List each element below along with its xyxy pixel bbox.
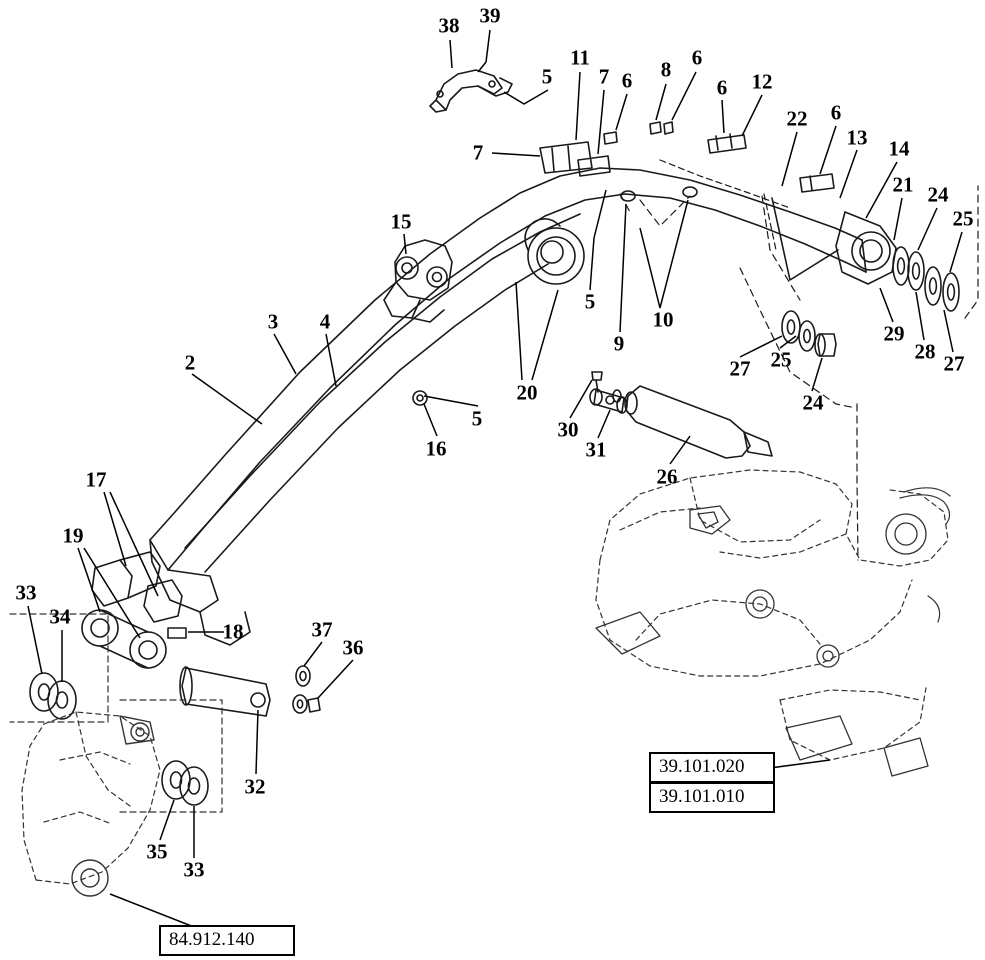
callout-3: 3	[267, 309, 279, 334]
callout-38: 38	[438, 13, 460, 38]
callout-11: 11	[570, 45, 590, 70]
callout-8: 8	[660, 57, 672, 82]
reference-box-84-912-140[interactable]: 84.912.140	[159, 925, 295, 956]
callout-15: 15	[390, 209, 412, 234]
callout-19: 19	[62, 523, 84, 548]
callout-21: 21	[892, 172, 914, 197]
callout-6-c: 6	[716, 75, 728, 100]
callout-6-a: 6	[621, 68, 633, 93]
callout-31: 31	[585, 437, 607, 462]
callout-13: 13	[846, 125, 868, 150]
callout-32: 32	[244, 774, 266, 799]
callout-16: 16	[425, 436, 447, 461]
callout-6-b: 6	[691, 45, 703, 70]
callout-39: 39	[479, 3, 501, 28]
callout-30: 30	[557, 417, 579, 442]
callout-26: 26	[656, 464, 678, 489]
callout-7-a: 7	[598, 64, 610, 89]
callout-5-a: 5	[541, 64, 553, 89]
callout-25-b: 25	[770, 347, 792, 372]
callout-2: 2	[184, 350, 196, 375]
callout-14: 14	[888, 136, 910, 161]
callout-24-b: 24	[802, 390, 824, 415]
callout-37: 37	[311, 617, 333, 642]
callout-6-d: 6	[830, 100, 842, 125]
callout-33-b: 33	[183, 857, 205, 882]
callout-7-b: 7	[472, 140, 484, 165]
callout-28: 28	[914, 339, 936, 364]
callout-18: 18	[222, 619, 244, 644]
reference-box-39-101-020[interactable]: 39.101.020	[649, 752, 775, 783]
callout-34: 34	[49, 604, 71, 629]
reference-box-39-101-010[interactable]: 39.101.010	[649, 782, 775, 813]
callout-24-a: 24	[927, 182, 949, 207]
callout-9: 9	[613, 331, 625, 356]
callout-33-a: 33	[15, 580, 37, 605]
callout-20: 20	[516, 380, 538, 405]
callout-25-a: 25	[952, 206, 974, 231]
callout-27-b: 27	[729, 356, 751, 381]
callout-22: 22	[786, 106, 808, 131]
callout-17: 17	[85, 467, 107, 492]
callout-4: 4	[319, 309, 331, 334]
callout-12: 12	[751, 69, 773, 94]
callout-35: 35	[146, 839, 168, 864]
callout-27-a: 27	[943, 351, 965, 376]
callout-36: 36	[342, 635, 364, 660]
callout-29: 29	[883, 321, 905, 346]
callout-5-b: 5	[584, 289, 596, 314]
callout-5-c: 5	[471, 406, 483, 431]
callout-10: 10	[652, 307, 674, 332]
